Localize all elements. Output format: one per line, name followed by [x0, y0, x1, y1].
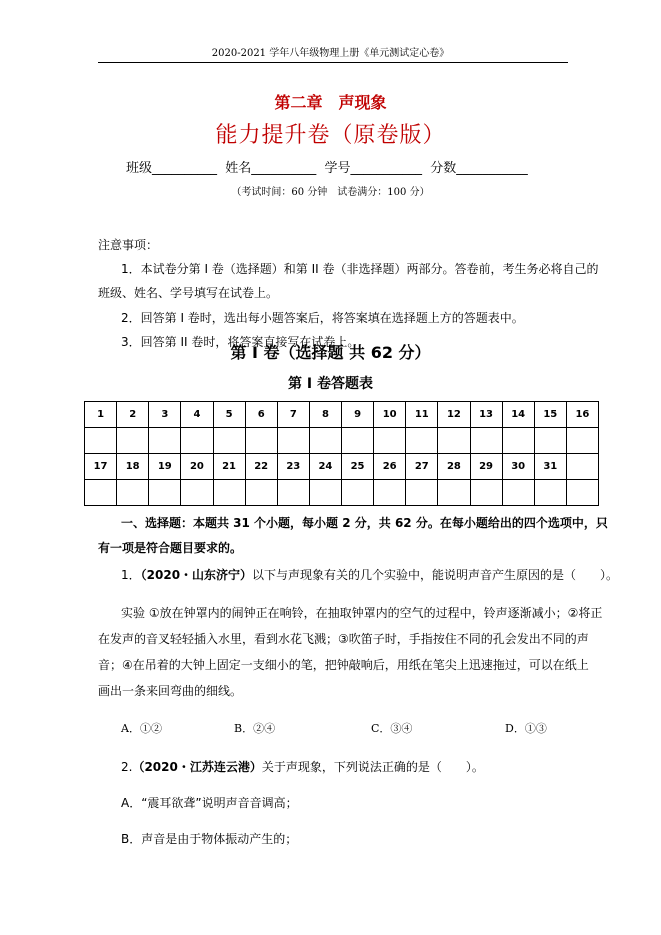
table-cell: 9 — [342, 402, 374, 428]
answer-cell[interactable] — [117, 480, 149, 506]
table-cell: 24 — [309, 454, 341, 480]
table-cell: 26 — [374, 454, 406, 480]
answer-cell[interactable] — [374, 428, 406, 454]
answer-cell[interactable] — [245, 428, 277, 454]
answer-cell[interactable] — [342, 428, 374, 454]
q1-experiments-line-2: 在发声的音叉轻轻插入水里，看到水花飞溅；③吹笛子时，手指按住不同的孔会发出不同的声 — [98, 632, 589, 646]
table-cell: 12 — [438, 402, 470, 428]
table-cell: 2 — [117, 402, 149, 428]
table-cell: 3 — [149, 402, 181, 428]
question-2-stem — [121, 758, 484, 775]
header-divider — [98, 62, 568, 63]
table-cell: 28 — [438, 454, 470, 480]
answer-cell[interactable] — [181, 428, 213, 454]
answer-table-title: 第 I 卷答题表 — [288, 376, 373, 392]
q1-option-b: B．②④ — [234, 722, 276, 735]
question-source: （2020・江苏连云港） — [132, 760, 262, 774]
answer-cell[interactable] — [277, 480, 309, 506]
answer-cell[interactable] — [406, 428, 438, 454]
answer-cell[interactable] — [85, 428, 117, 454]
table-cell: 22 — [245, 454, 277, 480]
note-2: 2．回答第 I 卷时，选出每小题答案后，将答案填在选择题上方的答题表中。 — [121, 311, 524, 325]
table-cell: 4 — [181, 402, 213, 428]
answer-cell[interactable] — [502, 480, 534, 506]
answer-cell[interactable] — [566, 428, 598, 454]
table-cell: 25 — [342, 454, 374, 480]
answer-cell[interactable] — [309, 428, 341, 454]
q1-experiments-line-1: 实验 ①放在钟罩内的闹钟正在响铃，在抽取钟罩内的空气的过程中，铃声逐渐减小；②将正 — [121, 606, 603, 620]
table-cell: 6 — [245, 402, 277, 428]
answer-cell[interactable] — [181, 480, 213, 506]
question-source: （2020・山东济宁） — [140, 568, 253, 582]
answer-cell[interactable] — [438, 428, 470, 454]
q1-experiments-line-4: 画出一条来回弯曲的细线。 — [98, 684, 243, 698]
table-cell: 8 — [309, 402, 341, 428]
table-cell: 17 — [85, 454, 117, 480]
table-cell: 21 — [213, 454, 245, 480]
q1-option-a: A．①② — [121, 722, 162, 735]
table-cell: 5 — [213, 402, 245, 428]
table-cell: 20 — [181, 454, 213, 480]
q1-option-d: D．①③ — [505, 722, 547, 735]
table-cell: 14 — [502, 402, 534, 428]
note-1-line-2: 班级、姓名、学号填写在试卷上。 — [98, 286, 279, 300]
answer-cell[interactable] — [342, 480, 374, 506]
chapter-title: 第二章 声现象 — [274, 93, 387, 112]
table-cell: 11 — [406, 402, 438, 428]
answer-table-blank-row-2 — [85, 480, 599, 506]
notes-heading: 注意事项： — [98, 238, 159, 252]
answer-cell[interactable] — [406, 480, 438, 506]
part-one-instructions-line-2: 有一项是符合题目要求的。 — [98, 541, 243, 555]
answer-cell[interactable] — [117, 428, 149, 454]
paper-title: 能力提升卷（原卷版） — [215, 123, 446, 148]
table-cell: 30 — [502, 454, 534, 480]
table-cell: 31 — [534, 454, 566, 480]
answer-cell[interactable] — [309, 480, 341, 506]
part-one-instructions-line-1: 一、选择题：本题共 31 个小题，每小题 2 分，共 62 分。在每小题给出的四个选项中，只 — [121, 516, 608, 530]
table-cell: 10 — [374, 402, 406, 428]
table-cell: 7 — [277, 402, 309, 428]
q1-option-c: C．③④ — [371, 722, 413, 735]
answer-cell[interactable] — [534, 428, 566, 454]
question-1-stem — [121, 566, 618, 583]
table-cell: 18 — [117, 454, 149, 480]
q2-option-b: B．声音是由于物体振动产生的； — [121, 832, 298, 846]
note-1-line-1: 1．本试卷分第 I 卷（选择题）和第 II 卷（非选择题）两部分。答卷前，考生务必将自己的 — [121, 262, 599, 276]
table-cell: 16 — [566, 402, 598, 428]
q2-option-a: A．“震耳欲聋”说明声音音调高； — [121, 796, 298, 810]
question-text: 关于声现象，下列说法正确的是（ ）。 — [261, 760, 484, 774]
answer-cell[interactable] — [566, 480, 598, 506]
answer-table-header-row-1 — [85, 402, 599, 428]
answer-cell[interactable] — [470, 428, 502, 454]
table-cell: 23 — [277, 454, 309, 480]
answer-cell[interactable] — [470, 480, 502, 506]
table-cell: 29 — [470, 454, 502, 480]
section-title: 第 I 卷（选择题 共 62 分） — [230, 343, 431, 362]
answer-cell[interactable] — [213, 480, 245, 506]
exam-info: （考试时间：60 分钟 试卷满分：100 分） — [231, 187, 430, 198]
answer-cell[interactable] — [245, 480, 277, 506]
table-cell: 19 — [149, 454, 181, 480]
answer-cell[interactable] — [213, 428, 245, 454]
note-3: 3．回答第 II 卷时，将答案直接写在试卷上。 — [121, 335, 360, 349]
q1-experiments-line-3: 音；④在吊着的大钟上固定一支细小的笔，把钟敲响后，用纸在笔尖上迅速拖过，可以在纸上 — [98, 658, 589, 672]
answer-table — [84, 401, 599, 506]
table-cell: 27 — [406, 454, 438, 480]
answer-cell[interactable] — [277, 428, 309, 454]
table-cell: 1 — [85, 402, 117, 428]
answer-cell[interactable] — [149, 428, 181, 454]
student-info-fields: 班级__________ 姓名__________ 学号___________ 分数___________ — [126, 161, 528, 176]
answer-cell[interactable] — [149, 480, 181, 506]
question-number: 2. — [121, 760, 133, 774]
answer-cell[interactable] — [534, 480, 566, 506]
running-header: 2020-2021 学年八年级物理上册《单元测试定心卷》 — [211, 48, 450, 59]
question-number: 1． — [121, 568, 141, 582]
table-cell: 15 — [534, 402, 566, 428]
question-text: 以下与声现象有关的几个实验中，能说明声音产生原因的是（ ）。 — [252, 568, 619, 582]
answer-table-header-row-2 — [85, 454, 599, 480]
answer-table-blank-row-1 — [85, 428, 599, 454]
answer-cell[interactable] — [85, 480, 117, 506]
table-cell — [566, 454, 598, 480]
answer-cell[interactable] — [438, 480, 470, 506]
answer-cell[interactable] — [502, 428, 534, 454]
table-cell: 13 — [470, 402, 502, 428]
answer-cell[interactable] — [374, 480, 406, 506]
